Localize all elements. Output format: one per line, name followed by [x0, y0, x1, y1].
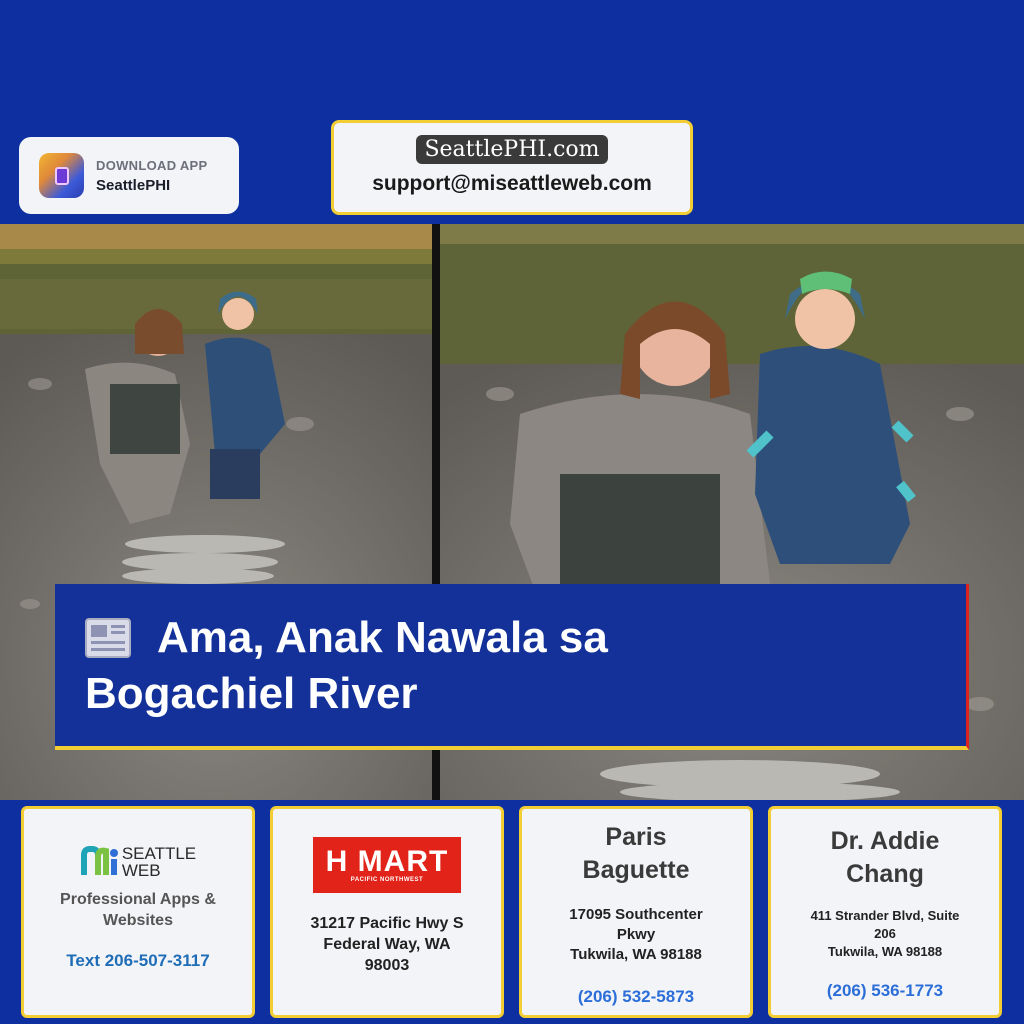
headline-banner[interactable]	[55, 584, 969, 750]
seattle-web-tagline: Professional Apps & Websites	[60, 891, 216, 929]
newspaper-icon	[85, 618, 131, 658]
hmart-address-line3: 98003	[364, 957, 410, 974]
app-icon	[39, 153, 84, 198]
download-app-label: DOWNLOAD APP	[96, 157, 208, 173]
seattle-web-logo	[80, 845, 196, 879]
hmart-logo-text: H MART	[325, 845, 449, 878]
paris-baguette-address-line3: Tukwila, WA 98188	[570, 946, 702, 963]
dr-chang-name-line1: Dr. Addie	[830, 827, 940, 855]
paris-baguette-address-line1: 17095 Southcenter	[569, 906, 703, 923]
support-email[interactable]: support@miseattleweb.com	[372, 172, 652, 195]
seattle-web-word1: SEATTLE	[121, 844, 197, 863]
sponsor-card-paris-baguette[interactable]	[519, 806, 753, 1018]
hmart-address	[287, 913, 487, 976]
paris-baguette-phone[interactable]: (206) 532-5873	[577, 987, 695, 1006]
hmart-logo	[313, 837, 461, 893]
paris-baguette-name-line1: Paris	[605, 823, 667, 851]
sponsor-card-hmart[interactable]	[270, 806, 504, 1018]
hmart-address-line2: Federal Way, WA	[323, 936, 451, 953]
seattle-web-phone[interactable]: Text 206-507-3117	[66, 951, 210, 970]
paris-baguette-name-line2: Baguette	[582, 856, 690, 884]
download-app-badge[interactable]	[19, 137, 239, 214]
headline-line1: Ama, Anak Nawala sa	[157, 613, 608, 662]
paris-baguette-name	[583, 821, 690, 887]
paris-baguette-address	[541, 905, 731, 965]
seattle-web-word2: WEB	[121, 861, 161, 880]
dr-chang-name	[831, 825, 940, 891]
headline-line2: Bogachiel River	[85, 669, 418, 718]
dr-chang-address	[785, 907, 985, 961]
site-link[interactable]: SeattlePHI.com	[416, 135, 607, 164]
sponsor-card-seattle-web[interactable]	[21, 806, 255, 1018]
contact-box	[331, 120, 693, 215]
dr-chang-address-line2: 206	[874, 926, 896, 941]
hmart-address-line1: 31217 Pacific Hwy S	[310, 915, 464, 932]
dr-chang-name-line2: Chang	[846, 860, 924, 888]
seattle-web-mark-icon	[80, 845, 120, 879]
dr-chang-phone[interactable]: (206) 536-1773	[826, 981, 944, 1000]
sponsor-card-dr-chang[interactable]	[768, 806, 1002, 1018]
hmart-logo-sub: PACIFIC NORTHWEST	[350, 877, 424, 883]
dr-chang-address-line3: Tukwila, WA 98188	[827, 944, 943, 959]
app-name: SeattlePHI	[96, 176, 171, 194]
paris-baguette-address-line2: Pkwy	[616, 926, 656, 943]
dr-chang-address-line1: 411 Strander Blvd, Suite	[810, 908, 960, 923]
